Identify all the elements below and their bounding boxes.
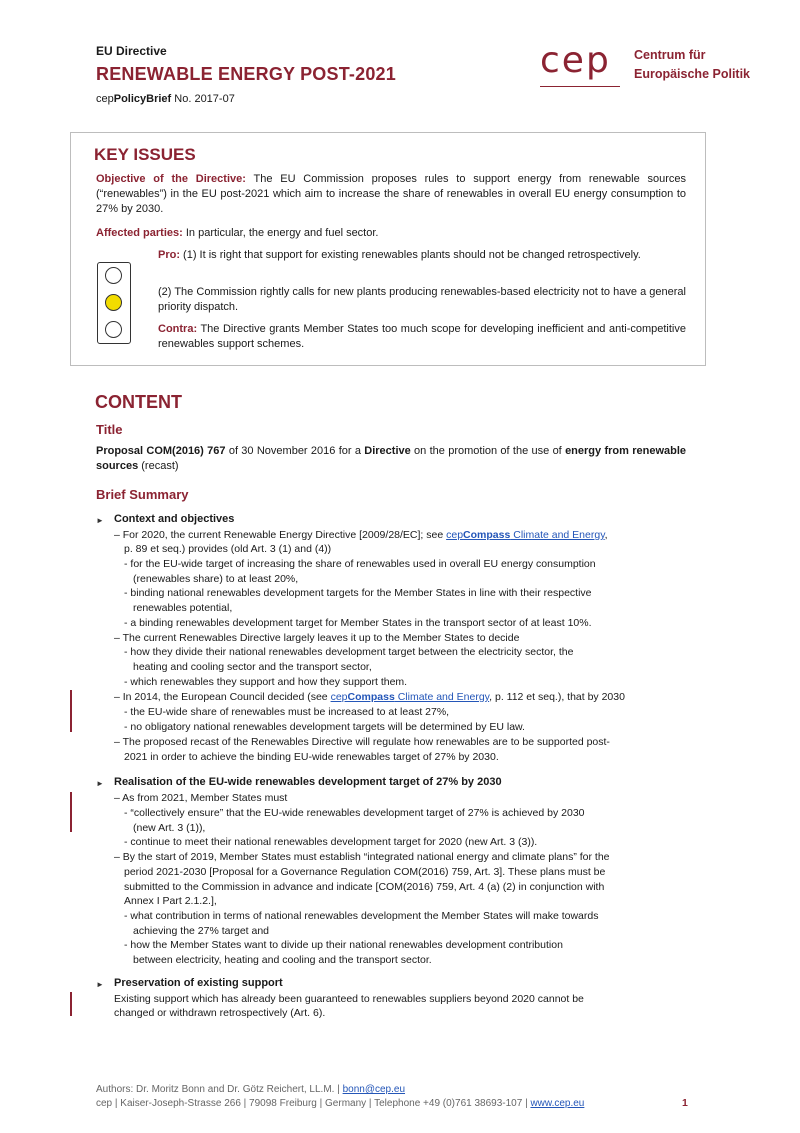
key-issues-title: KEY ISSUES: [94, 145, 196, 164]
list-item: achieving the 27% target and: [133, 925, 270, 937]
list-item: - which renewables they support and how they support them.: [124, 676, 408, 688]
list-item: – By the start of 2019, Member States must establish “integrated national energy and climate plans” for the: [114, 851, 610, 863]
bullet-triangle-icon: ►: [96, 516, 104, 525]
pro-paragraph-2: (2) The Commission rightly calls for new plants producing renewables-based electricity not to have a general priority dispatch.: [158, 286, 686, 313]
section-realisation-heading: Realisation of the EU-wide renewables development target of 27% by 2030: [114, 776, 502, 788]
list-item: (new Art. 3 (1)),: [133, 822, 206, 834]
cep-compass-link[interactable]: cepCompass Climate and Energy: [330, 691, 490, 703]
change-marker: [70, 792, 72, 832]
objective-paragraph: Objective of the Directive: The EU Commission proposes rules to support energy from renewable sources (“renewables”) in the EU post-2021 which aim to increase the share of renewables in overall EU energy consumption to 27% by 2030.: [96, 173, 686, 215]
list-item: p. 89 et seq.) provides (old Art. 3 (1) and (4)): [124, 543, 332, 555]
list-item: - the EU-wide share of renewables must be increased to at least 27%,: [124, 706, 450, 718]
list-item: 2021 in order to achieve the binding EU-wide renewables target of 27% by 2030.: [124, 751, 499, 763]
list-item: – For 2020, the current Renewable Energy Directive [2009/28/EC]; see cepCompass Climate and Energy,: [114, 529, 608, 541]
list-item: submitted to the Commission in advance and indicate [COM(2016) 759, Art. 4 (a) (2) in conjunction with: [124, 881, 605, 893]
list-item: heating and cooling sector and the transport sector,: [133, 661, 372, 673]
traffic-light-icon: [97, 262, 131, 344]
pro-paragraph-1: Pro: (1) It is right that support for existing renewables plants should not be changed retrospectively.: [158, 249, 641, 261]
list-item: - what contribution in terms of national renewables development the Member States will make towards: [124, 910, 599, 922]
brief-summary-subheading: Brief Summary: [96, 487, 189, 502]
document-type-label: EU Directive: [96, 44, 167, 58]
section-preservation-heading: Preservation of existing support: [114, 977, 283, 989]
cep-compass-link[interactable]: cepCompass Climate and Energy: [446, 529, 605, 541]
list-item: Annex I Part 2.1.2.],: [124, 895, 217, 907]
list-item: - continue to meet their national renewables development target for 2020 (new Art. 3 (3)).: [124, 836, 538, 848]
list-item: - binding national renewables development targets for the Member States in line with their respective: [124, 587, 592, 599]
change-marker: [70, 690, 72, 732]
page-number: 1: [682, 1097, 688, 1109]
list-item: Existing support which has already been guaranteed to renewables suppliers beyond 2020 cannot be: [114, 993, 584, 1005]
list-item: - no obligatory national renewables development targets will be determined by EU law.: [124, 721, 525, 733]
bullet-triangle-icon: ►: [96, 980, 104, 989]
list-item: - how they divide their national renewables development target between the electricity sector, the: [124, 646, 574, 658]
affected-parties-paragraph: Affected parties: In particular, the energy and fuel sector.: [96, 227, 379, 239]
content-title: CONTENT: [95, 392, 182, 412]
list-item: (renewables share) to at least 20%,: [133, 573, 299, 585]
website-link[interactable]: www.cep.eu: [530, 1098, 585, 1109]
list-item: – The proposed recast of the Renewables Directive will regulate how renewables are to be supported post-: [114, 736, 610, 748]
list-item: – As from 2021, Member States must: [114, 792, 288, 804]
list-item: - “collectively ensure” that the EU-wide renewables development target of 27% is achieved by 2030: [124, 807, 585, 819]
traffic-light-bottom: [105, 321, 122, 338]
author-email-link[interactable]: bonn@cep.eu: [342, 1084, 406, 1095]
organization-name: Centrum für Europäische Politik: [634, 48, 751, 81]
list-item: renewables potential,: [133, 602, 233, 614]
list-item: period 2021-2030 [Proposal for a Governance Regulation COM(2016) 759, Art. 3]. These plans must be: [124, 866, 606, 878]
footer-authors: Authors: Dr. Moritz Bonn and Dr. Götz Reichert, LL.M. | bonn@cep.eu: [96, 1084, 406, 1095]
traffic-light-top: [105, 267, 122, 284]
list-item: between electricity, heating and cooling and the transport sector.: [133, 954, 432, 966]
contra-paragraph: Contra: The Directive grants Member States too much scope for developing inefficient and anti-competitive renewables support schemes.: [158, 323, 686, 350]
section-context-heading: Context and objectives: [114, 513, 235, 525]
list-item: - how the Member States want to divide up their national renewables development contribution: [124, 939, 563, 951]
list-item: - a binding renewables development target for Member States in the transport sector of at least 10%.: [124, 617, 592, 629]
change-marker: [70, 992, 72, 1016]
list-item: - for the EU-wide target of increasing the share of renewables used in overall EU energy consumption: [124, 558, 596, 570]
title-subheading: Title: [96, 422, 123, 437]
traffic-light-middle: [105, 294, 122, 311]
proposal-paragraph: Proposal COM(2016) 767 of 30 November 2016 for a Directive on the promotion of the use of energy from renewable sources (recast): [96, 445, 687, 472]
document-title: RENEWABLE ENERGY POST-2021: [96, 64, 396, 84]
policy-brief-number: cepPolicyBrief No. 2017-07: [96, 93, 235, 105]
list-item: – In 2014, the European Council decided (see cepCompass Climate and Energy, p. 112 et seq.), that by 2030: [114, 691, 625, 703]
footer-address: cep | Kaiser-Joseph-Strasse 266 | 79098 Freiburg | Germany | Telephone +49 (0)761 38693-107 | www.cep.eu: [96, 1098, 585, 1109]
logo-underline: [540, 86, 620, 87]
cep-logo: cep: [540, 40, 611, 81]
bullet-triangle-icon: ►: [96, 779, 104, 788]
list-item: – The current Renewables Directive largely leaves it up to the Member States to decide: [114, 632, 520, 644]
list-item: changed or withdrawn retrospectively (Art. 6).: [114, 1007, 326, 1019]
